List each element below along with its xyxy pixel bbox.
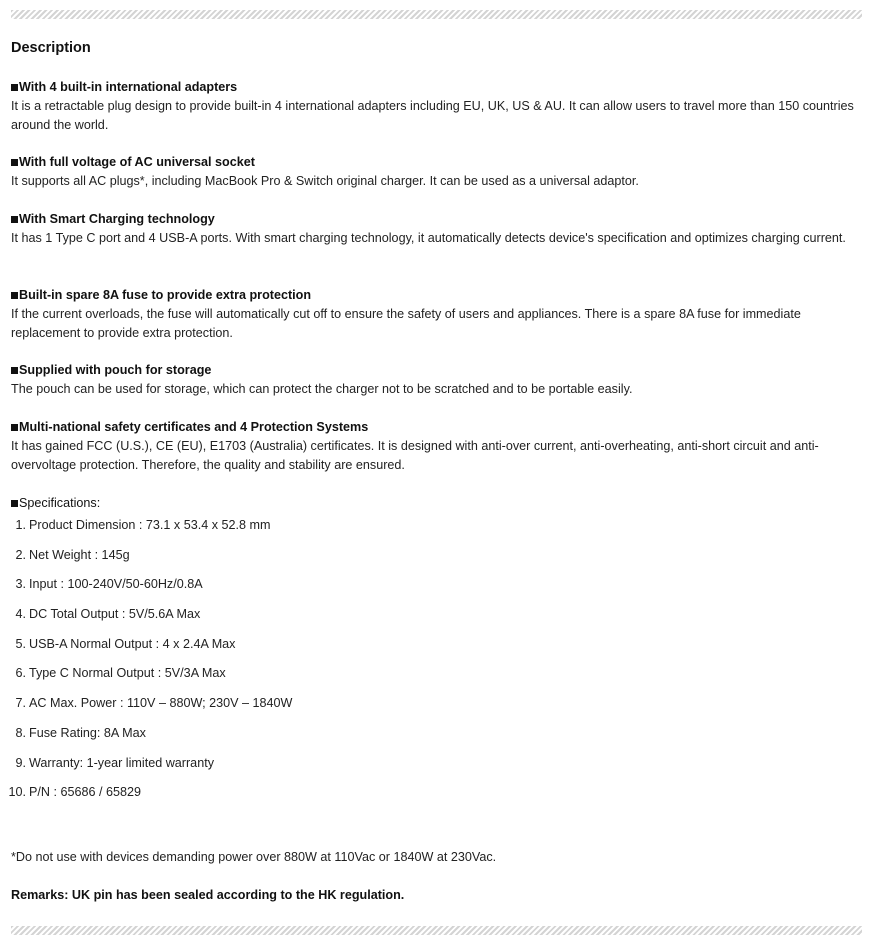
list-number: 8. — [15, 726, 26, 740]
section-body: It is a retractable plug design to provide built-in 4 international adapters including EU, UK, US & AU. It can allow users to travel more than 150 countries around the world. — [11, 99, 854, 132]
list-text: Net Weight : 145g — [29, 548, 130, 562]
square-bullet-icon — [11, 159, 18, 166]
list-number: 6. — [15, 666, 26, 680]
list-item — [0, 782, 141, 802]
page-title: Description — [11, 40, 91, 56]
section-smart-charging — [11, 210, 856, 248]
square-bullet-icon — [11, 367, 18, 374]
square-bullet-icon — [11, 292, 18, 299]
list-number: 4. — [15, 607, 26, 621]
bottom-divider — [11, 926, 862, 935]
list-number: 2. — [15, 548, 26, 562]
section-certificates — [11, 418, 856, 475]
list-text: DC Total Output : 5V/5.6A Max — [29, 607, 201, 621]
list-item — [0, 693, 292, 713]
list-text: Input : 100-240V/50-60Hz/0.8A — [29, 577, 203, 591]
section-title: With 4 built-in international adapters — [19, 80, 238, 94]
section-title: Built-in spare 8A fuse to provide extra protection — [19, 288, 312, 302]
list-item — [0, 574, 203, 594]
list-number: 7. — [15, 696, 26, 710]
section-body: It supports all AC plugs*, including MacBook Pro & Switch original charger. It can be used as a universal adaptor. — [11, 174, 639, 188]
section-title: With Smart Charging technology — [19, 212, 215, 226]
section-pouch — [11, 361, 856, 399]
section-body: It has 1 Type C port and 4 USB-A ports. With smart charging technology, it automatically detects device's specification and optimizes charging current. — [11, 231, 846, 245]
list-text: Type C Normal Output : 5V/3A Max — [29, 666, 226, 680]
footnote: *Do not use with devices demanding power over 880W at 110Vac or 1840W at 230Vac. — [11, 850, 497, 864]
section-specifications — [11, 494, 856, 513]
section-body: The pouch can be used for storage, which can protect the charger not to be scratched and to be portable easily. — [11, 382, 633, 396]
section-ac-socket — [11, 153, 856, 191]
list-text: Fuse Rating: 8A Max — [29, 726, 146, 740]
list-text: Product Dimension : 73.1 x 53.4 x 52.8 mm — [29, 518, 271, 532]
top-divider — [11, 10, 862, 19]
square-bullet-icon — [11, 84, 18, 91]
list-item — [0, 753, 214, 773]
list-number: 5. — [15, 637, 26, 651]
section-title: Specifications: — [19, 496, 101, 510]
list-item — [0, 545, 130, 565]
section-title: Supplied with pouch for storage — [19, 363, 212, 377]
square-bullet-icon — [11, 216, 18, 223]
list-item — [0, 634, 235, 654]
section-body: It has gained FCC (U.S.), CE (EU), E1703 (Australia) certificates. It is designed with anti-over current, anti-overheating, anti-short circuit and anti-overvoltage protection. Therefore, the quality and stability are ensured. — [11, 439, 819, 472]
list-number: 3. — [15, 577, 26, 591]
list-text: Warranty: 1-year limited warranty — [29, 756, 214, 770]
list-item — [0, 723, 146, 743]
section-body: If the current overloads, the fuse will automatically cut off to ensure the safety of users and appliances. There is a spare 8A fuse for immediate replacement to provide extra protection. — [11, 307, 801, 340]
list-text: P/N : 65686 / 65829 — [29, 785, 142, 799]
list-item — [0, 515, 271, 535]
section-adapters — [11, 78, 856, 135]
section-title: With full voltage of AC universal socket — [19, 155, 255, 169]
remarks: Remarks: UK pin has been sealed according to the HK regulation. — [11, 888, 405, 902]
list-number: 10. — [8, 785, 26, 799]
list-text: USB-A Normal Output : 4 x 2.4A Max — [29, 637, 236, 651]
list-number: 9. — [15, 756, 26, 770]
section-fuse — [11, 286, 856, 343]
square-bullet-icon — [11, 424, 18, 431]
list-text: AC Max. Power : 110V – 880W; 230V – 1840W — [29, 696, 293, 710]
list-number: 1. — [15, 518, 26, 532]
list-item — [0, 604, 200, 624]
section-title: Multi-national safety certificates and 4 Protection Systems — [19, 420, 369, 434]
square-bullet-icon — [11, 500, 18, 507]
list-item — [0, 663, 226, 683]
